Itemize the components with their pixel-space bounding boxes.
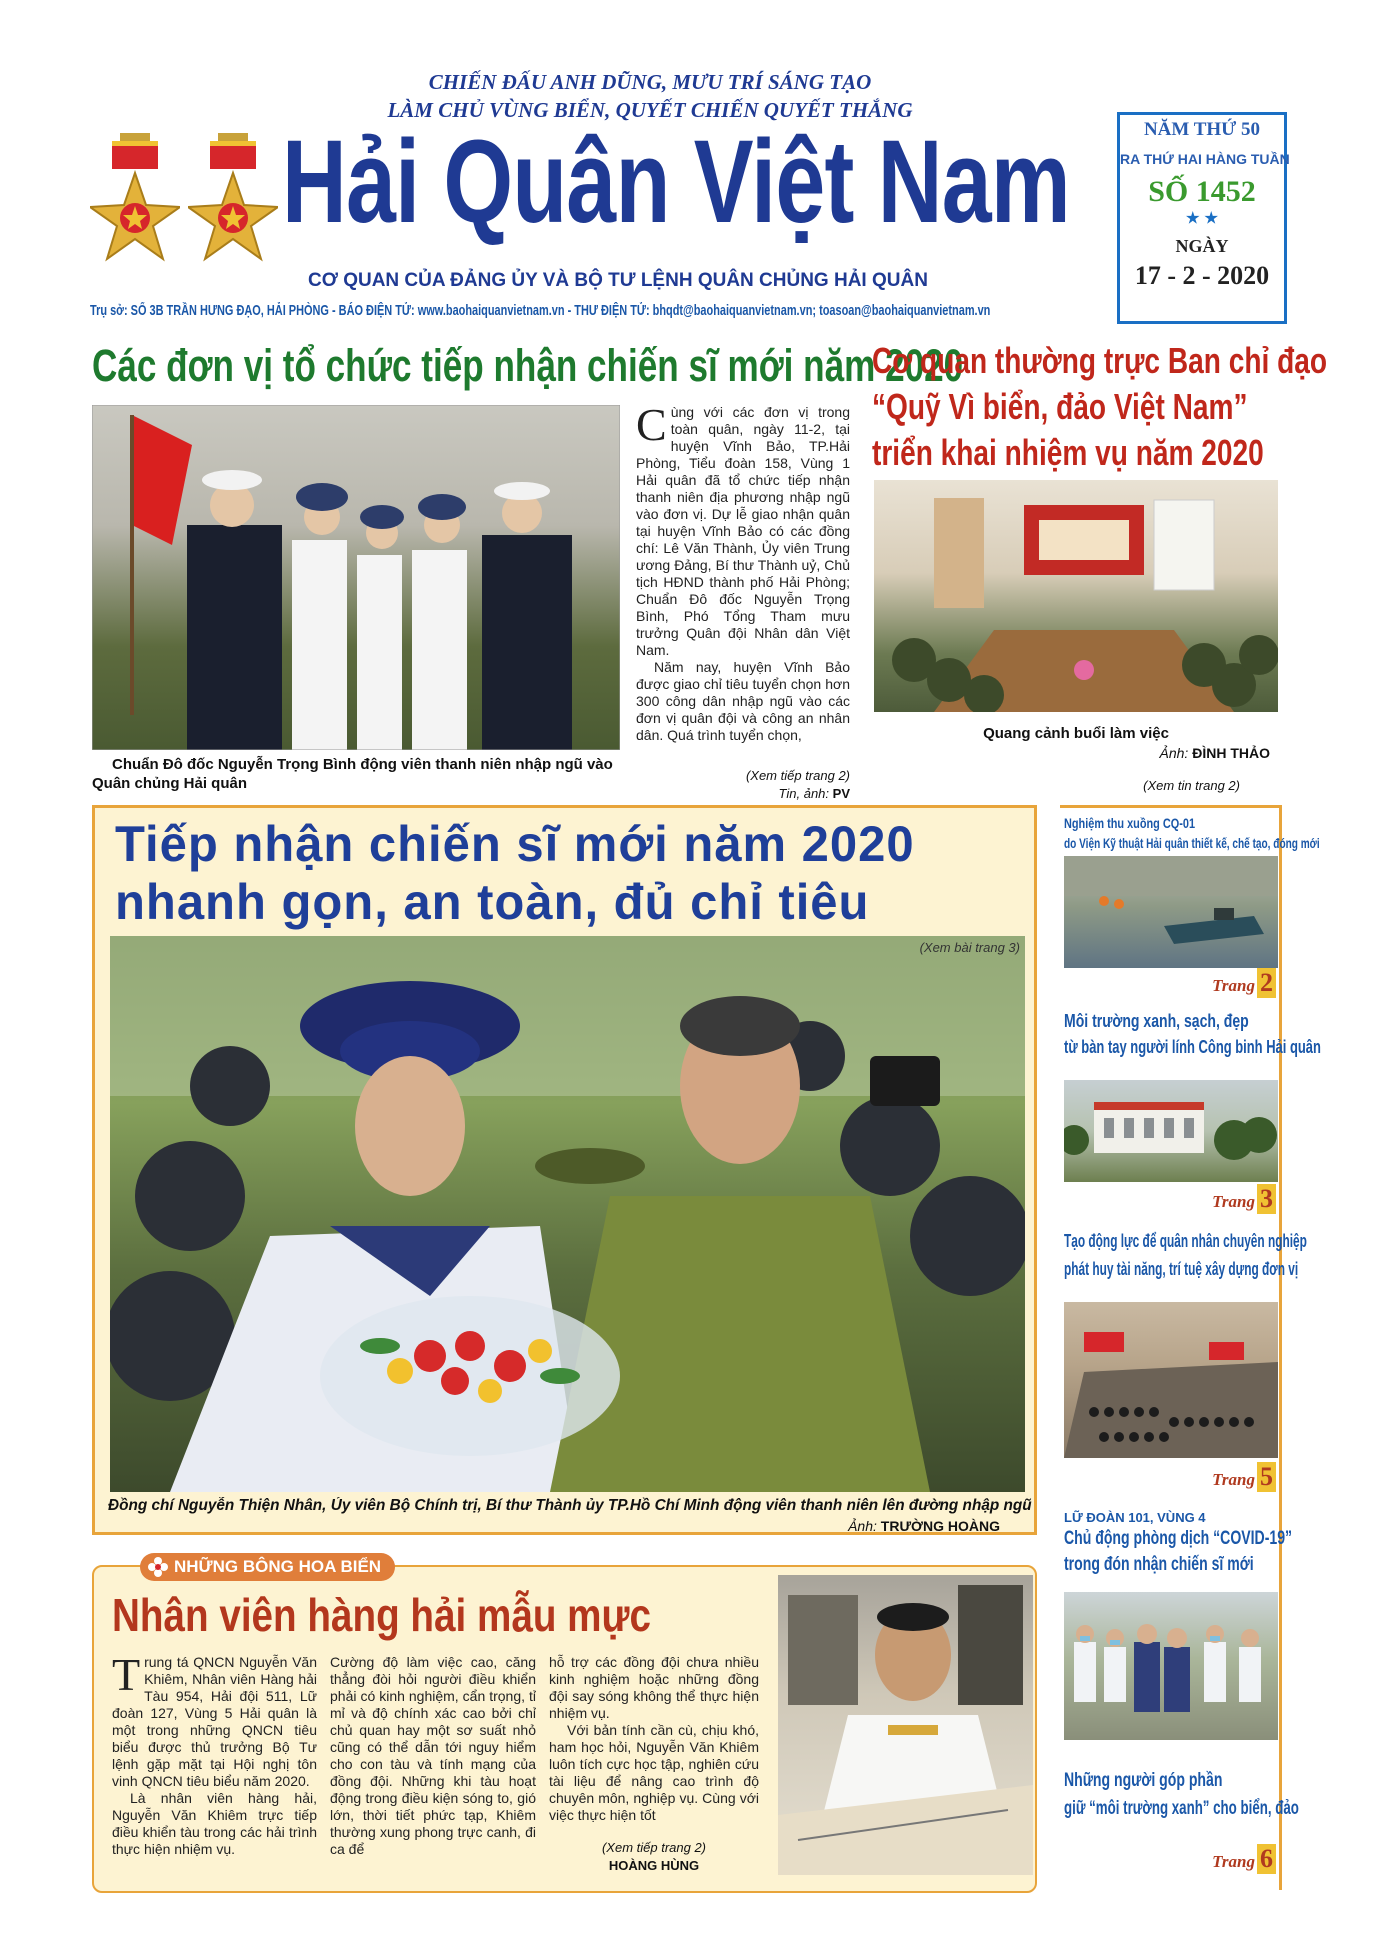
article-2-headline-l2: “Quỹ Vì biển, đảo Việt Nam” [872, 386, 1248, 427]
main-story-credit-name: TRƯỜNG HOÀNG [880, 1518, 1000, 1534]
feature-photo [778, 1575, 1033, 1875]
feature-dropcap: T [112, 1649, 141, 1700]
issue-number: SỐ 1452 [1148, 175, 1256, 208]
article-2-caption: Quang cảnh buổi làm việc [983, 725, 1169, 742]
medal-icon [188, 133, 278, 263]
issue-stars [1120, 211, 1284, 230]
article-1-body [636, 399, 850, 744]
sidebar-item-3-page[interactable] [1212, 1462, 1276, 1492]
star-icon [1186, 211, 1200, 225]
newspaper-subtitle: CƠ QUAN CỦA ĐẢNG ỦY VÀ BỘ TƯ LỆNH QUÂN CHỦNG HẢI QUÂN [308, 270, 928, 291]
article-1-headline-text: Các đơn vị tổ chức tiếp nhận chiến sĩ mới năm 2020 [92, 340, 964, 391]
main-story-caption-text: Đồng chí Nguyễn Thiện Nhân, Ủy viên Bộ Chính trị, Bí thư Thành ủy TP.Hồ Chí Minh động viên thanh niên lên đường nhập ngũ [108, 1497, 1032, 1514]
main-story-caption [108, 1497, 1033, 1517]
article-2-headline[interactable] [872, 340, 1328, 478]
star-icon [1204, 211, 1218, 225]
main-story-headline[interactable] [115, 815, 1015, 931]
address-line-text: Trụ sở: SỐ 3B TRẦN HƯNG ĐẠO, HẢI PHÒNG - BÁO ĐIỆN TỬ: www.baohaiquanvietnam.vn - THƯ ĐIỆN TỬ: bhqdt@baohaiquanvietnam.vn; toasoan@baohaiquanvietnam.vn [90, 302, 991, 319]
sidebar-item-1[interactable] [1064, 812, 1320, 1002]
sidebar-item-5-page-num: 6 [1257, 1844, 1276, 1874]
feature-col-1-text: rung tá QNCN Nguyễn Văn Khiêm, Nhân viên Hàng hải Tàu 954, Hải đội 511, Lữ đoàn 127, Vùng 5 Hải quân là một trong những QNCN tiêu biểu được thủ trưởng Bộ Tư lệnh gặp mặt tại Hội nghị tôn vinh QNCN tiêu biểu năm 2020. [112, 1654, 317, 1789]
sidebar-item-2-page[interactable] [1212, 1184, 1276, 1214]
issue-schedule: RA THỨ HAI HÀNG TUẦN [1120, 151, 1290, 167]
feature-headline-text: Nhân viên hàng hải mẫu mực [112, 1589, 652, 1641]
article-2-photo [874, 480, 1278, 712]
feature-col-1 [112, 1649, 317, 1858]
sidebar-item-1-page-label: Trang [1212, 976, 1255, 995]
sidebar-item-5-page[interactable] [1212, 1844, 1276, 1874]
feature-col-3-text: hỗ trợ các đồng đội chưa nhiều kinh nghiệm hoặc những đồng đội say sóng không thể thực hiện nhiệm vụ. [549, 1654, 759, 1721]
sidebar-item-2-photo [1064, 1080, 1278, 1182]
sidebar-item-4-kicker: LỮ ĐOÀN 101, VÙNG 4 [1064, 1510, 1206, 1525]
sidebar-item-5-title-l2: giữ “môi trường xanh” cho biển, đảo [1064, 1798, 1299, 1819]
article-2-headline-l1: Cơ quan thường trực Ban chỉ đạo [872, 340, 1328, 381]
sidebar-item-3[interactable] [1064, 1230, 1307, 1500]
main-story-credit-label: Ảnh: [848, 1518, 877, 1534]
sidebar-item-5-title-l1: Những người góp phần [1064, 1770, 1223, 1791]
sidebar-item-2-title-l1: Môi trường xanh, sạch, đẹp [1064, 1011, 1249, 1031]
sidebar-item-4-title-l1: Chủ động phòng dịch “COVID-19” [1064, 1528, 1293, 1549]
article-2-headline-l3: triển khai nhiệm vụ năm 2020 [872, 432, 1264, 473]
issue-date-label: NGÀY [1175, 236, 1229, 256]
article-1-credit-label: Tin, ảnh: [778, 786, 830, 801]
sidebar-item-4-title-l2: trong đón nhận chiến sĩ mới [1064, 1554, 1254, 1575]
main-story-headline-l1: Tiếp nhận chiến sĩ mới năm 2020 [115, 816, 915, 872]
flower-icon [148, 1557, 168, 1577]
sidebar-item-1-photo [1064, 856, 1278, 968]
feature-continue[interactable]: (Xem tiếp trang 2) [601, 1840, 707, 1855]
article-2-continue[interactable]: (Xem tin trang 2) [1143, 778, 1240, 793]
sidebar-item-4[interactable] [1064, 1510, 1293, 1760]
article-1-headline[interactable] [92, 340, 964, 398]
sidebar-item-4-photo [1064, 1592, 1278, 1740]
newspaper-title-text: Hải Quân Việt Nam [282, 116, 1070, 248]
feature-author: HOÀNG HÙNG [608, 1858, 700, 1873]
sidebar-item-3-title-l1: Tạo động lực để quân nhân chuyên nghiệp [1064, 1231, 1307, 1251]
article-1-para-1: ùng với các đơn vị trong toàn quân, ngày 11-2, tại huyện Vĩnh Bảo, TP.Hải Phòng, Tiểu đoàn 158, Vùng 1 Hải quân đã tổ chức tiếp nhận thanh niên địa phương nhập ngũ vào đơn vị. Dự lễ giao nhận quân tại huyện Vĩnh Bảo có các đồng chí: Lê Văn Thành, Ủy viên Trung ương Đảng, Bí thư Thành uỷ, Chủ tịch HĐND thành phố Hải Phòng; Chuẩn Đô đốc Nguyễn Trọng Bình, Phó Tổng Tham mưu trưởng Quân đội Nhân dân Việt Nam. [636, 404, 850, 658]
address-line [90, 302, 1110, 324]
article-2-credit-name: ĐÌNH THẢO [1192, 745, 1270, 761]
main-story-photo [110, 936, 1025, 1492]
sidebar-item-2-page-num: 3 [1257, 1184, 1276, 1214]
slogan-line-2: LÀM CHỦ VÙNG BIỂN, QUYẾT CHIẾN QUYẾT THẮNG [387, 98, 913, 122]
feature-col-3 [549, 1654, 759, 1824]
sidebar-item-3-page-num: 5 [1257, 1462, 1276, 1492]
article-2-credit-label: Ảnh: [1159, 745, 1189, 761]
feature-col-3b: Với bản tính cần cù, chịu khó, ham học hỏi, Nguyễn Văn Khiêm luôn tích cực học tập, nghiên cứu tài liệu để nâng cao trình độ chuyên môn, nghiệp vụ. Cùng với việc thực hiện tốt [549, 1722, 759, 1823]
article-1-credit-name: PV [832, 786, 850, 801]
article-1-photo [92, 405, 620, 750]
article-1-para-2: Năm nay, huyện Vĩnh Bảo được giao chỉ tiêu tuyển chọn hơn 300 công dân nhập ngũ vào các đơn vị quân đội và công an nhân dân. Quá trình tuyển chọn, [636, 659, 850, 743]
article-1-dropcap: C [636, 399, 667, 450]
newspaper-title [282, 116, 1112, 252]
article-1-continue[interactable]: (Xem tiếp trang 2) [745, 768, 850, 783]
issue-box [1117, 112, 1290, 324]
main-story-headline-l2: nhanh gọn, an toàn, đủ chỉ tiêu [115, 874, 870, 930]
feature-section-label [140, 1553, 395, 1581]
medal-icon [90, 133, 180, 263]
article-1-credit [700, 786, 850, 801]
main-story-credit [700, 1518, 1000, 1534]
sidebar-item-5[interactable] [1064, 1770, 1299, 1885]
article-1-caption: Chuẩn Đô đốc Nguyễn Trọng Bình động viên thanh niên nhập ngũ vào Quân chủng Hải quân [92, 756, 613, 792]
sidebar-item-3-photo [1064, 1302, 1278, 1458]
feature-section-text: NHỮNG BÔNG HOA BIỂN [174, 1557, 382, 1576]
issue-date: 17 - 2 - 2020 [1134, 261, 1270, 290]
article-2-credit [1000, 745, 1270, 761]
feature-col-2: Cường độ làm việc cao, căng thẳng đòi hỏi người điều khiển phải có kinh nghiệm, cẩn trọng, tỉ mỉ và độ chính xác cao bởi chỉ chủ quan hay một sơ suất nhỏ cũng có thể dẫn tới nguy hiểm cho con tàu và tính mạng của đồng đội. Những khi tàu hoạt động trong điều kiện sóng to, gió lớn, thời tiết phức tạp, Khiêm thường xung phong trực canh, đi ca để [330, 1654, 536, 1857]
sidebar-item-5-page-label: Trang [1212, 1852, 1255, 1871]
sidebar-item-1-page[interactable] [1212, 968, 1276, 998]
sidebar-item-2-title-l2: từ bàn tay người lính Công binh Hải quân [1064, 1037, 1321, 1057]
sidebar-item-1-title-l1: Nghiệm thu xuồng CQ-01 [1064, 815, 1196, 831]
feature-headline[interactable] [112, 1588, 752, 1648]
masthead [0, 0, 1400, 325]
sidebar-item-1-page-num: 2 [1257, 968, 1276, 998]
sidebar-item-3-title-l2: phát huy tài năng, trí tuệ xây dựng đơn vị [1064, 1259, 1299, 1279]
main-story-see-page[interactable]: (Xem bài trang 3) [919, 940, 1020, 955]
sidebar-item-2[interactable] [1064, 1010, 1321, 1220]
issue-year: NĂM THỨ 50 [1143, 119, 1261, 140]
sidebar-item-3-page-label: Trang [1212, 1470, 1255, 1489]
slogan-line-1: CHIẾN ĐẤU ANH DŨNG, MƯU TRÍ SÁNG TẠO [428, 70, 872, 94]
sidebar-item-1-title-l2: do Viện Kỹ thuật Hải quân thiết kế, chế tạo, đóng mới [1064, 835, 1320, 851]
sidebar-item-2-page-label: Trang [1212, 1192, 1255, 1211]
feature-col-1b: Là nhân viên hàng hải, Nguyễn Văn Khiêm trực tiếp điều khiển tàu trong các hải trình thực hiện nhiệm vụ. [112, 1790, 317, 1857]
